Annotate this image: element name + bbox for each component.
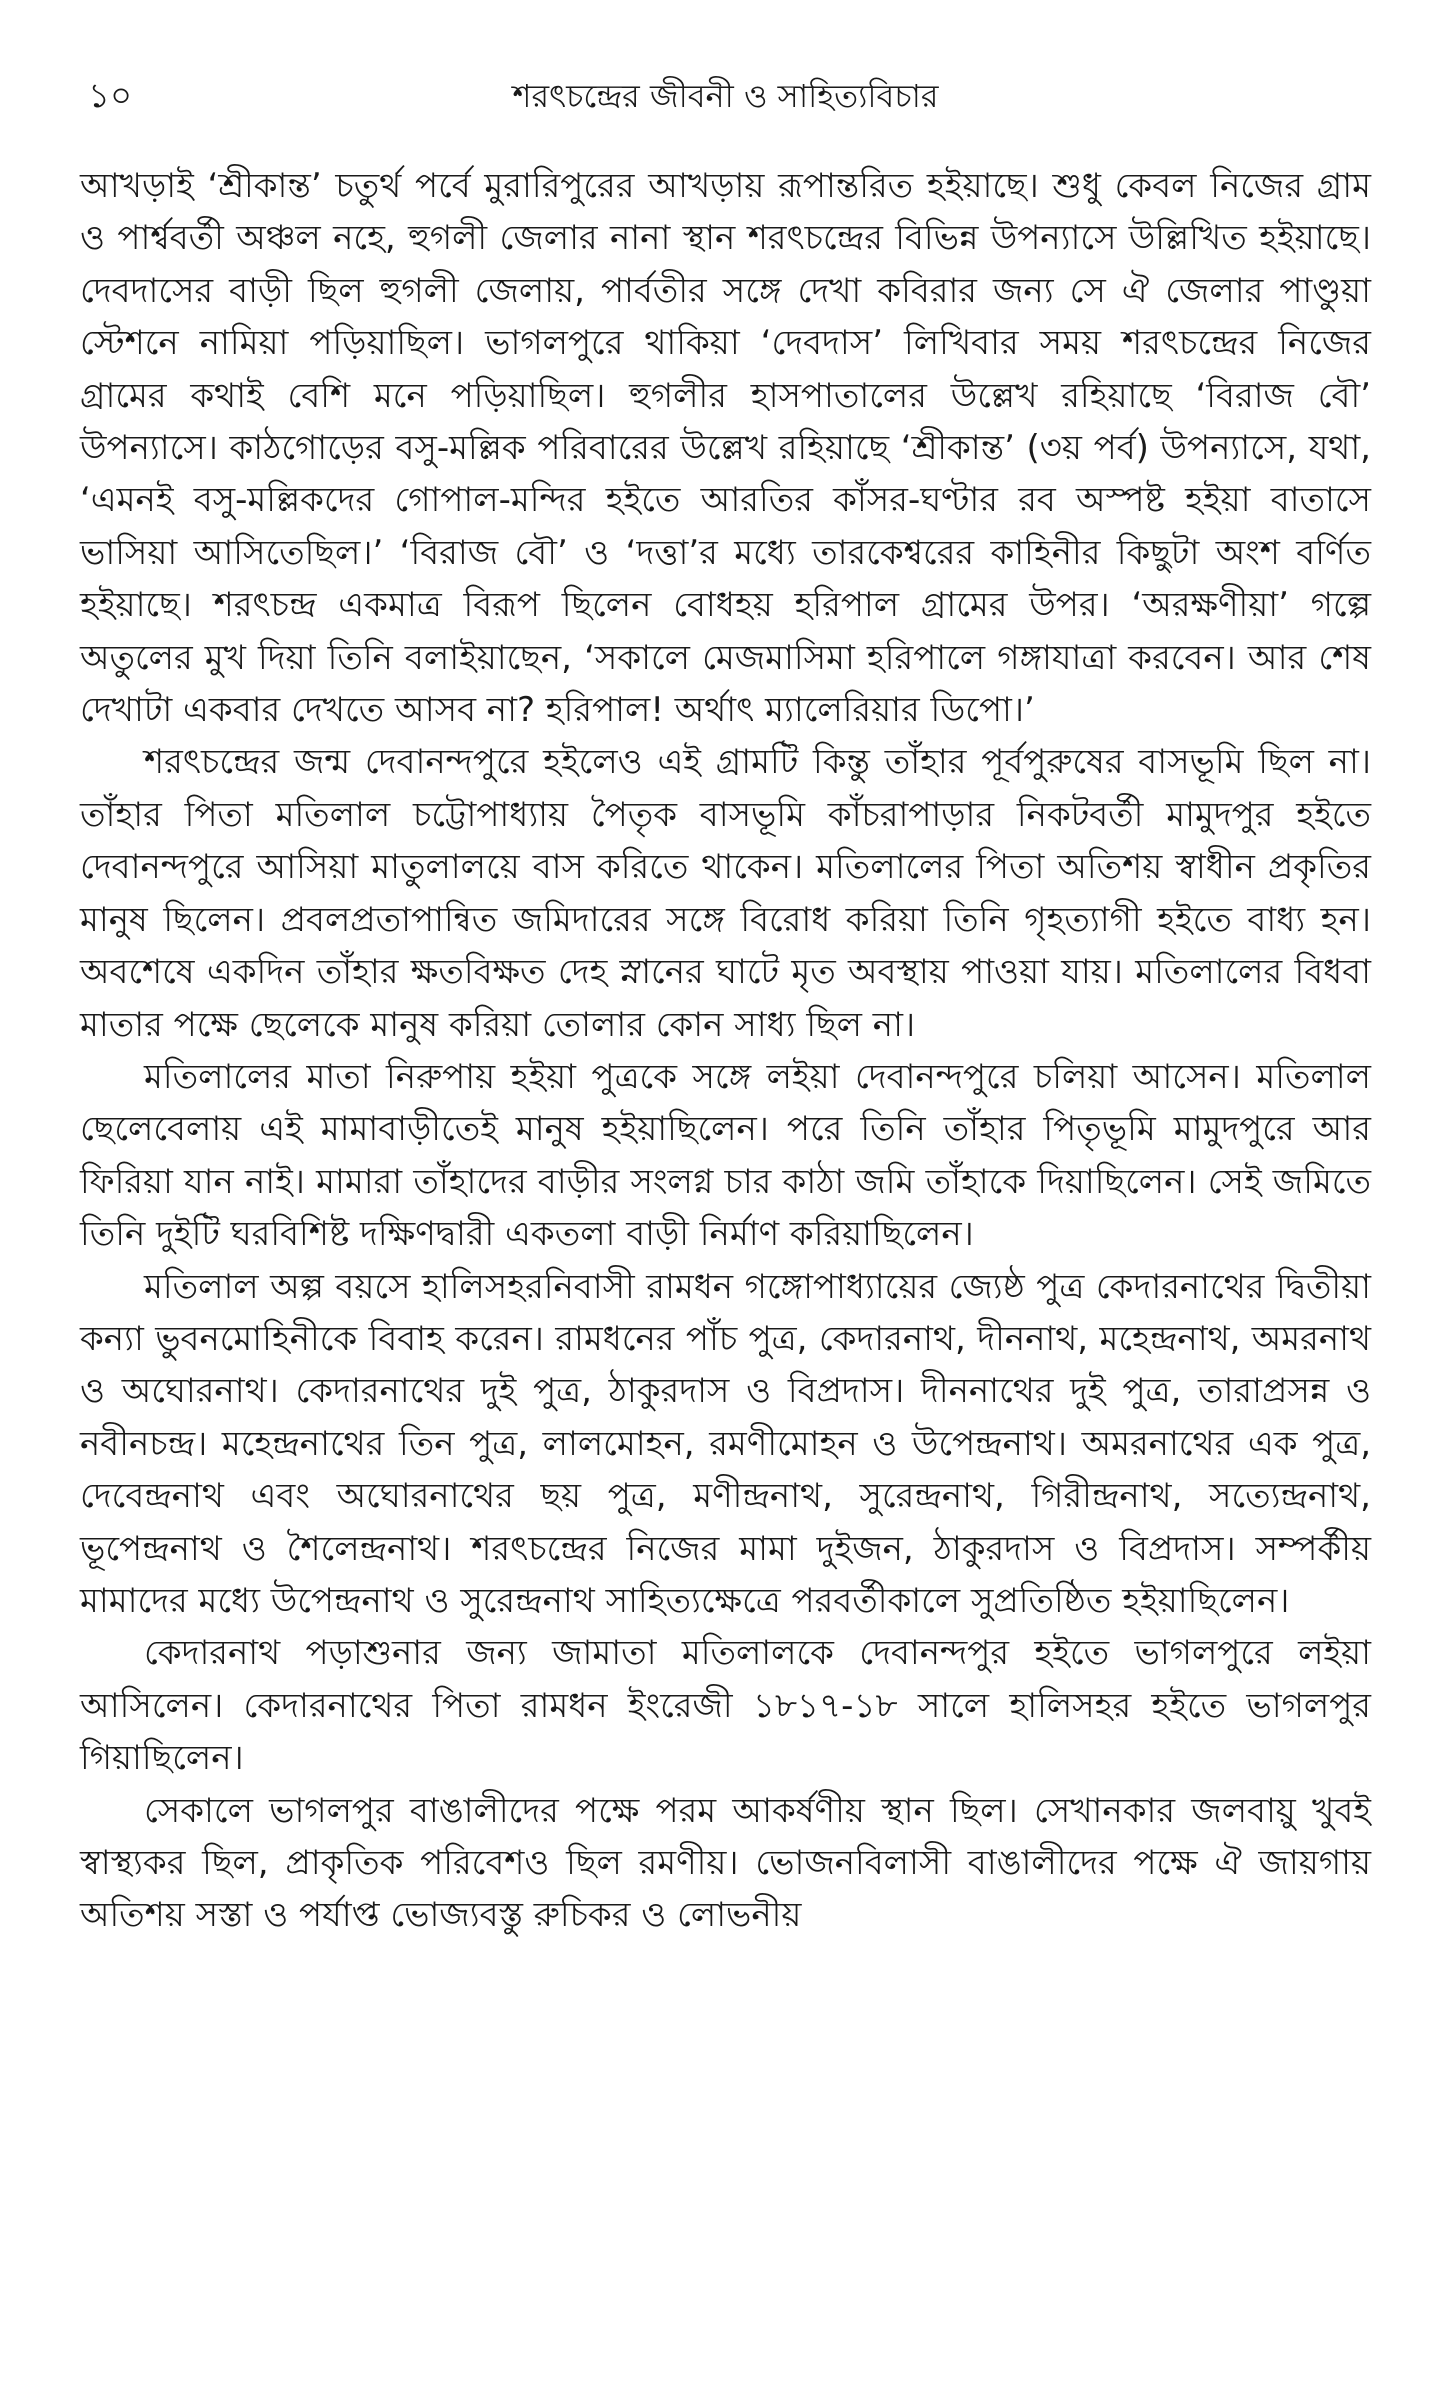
paragraph-6: সেকালে ভাগলপুর বাঙালীদের পক্ষে পরম আকর্ষণীয় স্থান ছিল। সেখানকার জলবায়ু খুবই স্বাস্থ্যকর ছিল, প্রাকৃতিক পরিবেশও ছিল রমণীয়। ভোজনবিলাসী বাঙালীদের পক্ষে ঐ জায়গায় অতিশয় সস্তা ও পর্যাপ্ত ভোজ্যবস্তু রুচিকর ও লোভনীয় [80,1790,1371,1936]
running-head [80,70,1371,130]
page-number: ১০ [88,76,133,116]
body-text [80,160,1371,1942]
paragraph-5: কেদারনাথ পড়াশুনার জন্য জামাতা মতিলালকে দেবানন্দপুর হইতে ভাগলপুরে লইয়া আসিলেন। কেদারনাথের পিতা রামধন ইংরেজী ১৮১৭-১৮ সালে হালিসহর হইতে ভাগলপুর গিয়াছিলেন। [80,1633,1371,1779]
running-title: শরৎচন্দ্রের জীবনী ও সাহিত্যবিচার [512,77,939,115]
paragraph-3: মতিলালের মাতা নিরুপায় হইয়া পুত্রকে সঙ্গে লইয়া দেবানন্দপুরে চলিয়া আসেন। মতিলাল ছেলেবেলায় এই মামাবাড়ীতেই মানুষ হইয়াছিলেন। পরে তিনি তাঁহার পিতৃভূমি মামুদপুরে আর ফিরিয়া যান নাই। মামারা তাঁহাদের বাড়ীর সংলগ্ন চার কাঠা জমি তাঁহাকে দিয়াছিলেন। সেই জমিতে তিনি দুইটি ঘরবিশিষ্ট দক্ষিণদ্বারী একতলা বাড়ী নির্মাণ করিয়াছিলেন। [80,1056,1371,1255]
paragraph-2: শরৎচন্দ্রের জন্ম দেবানন্দপুরে হইলেও এই গ্রামটি কিন্তু তাঁহার পূর্বপুরুষের বাসভূমি ছিল না। তাঁহার পিতা মতিলাল চট্টোপাধ্যায় পৈতৃক বাসভূমি কাঁচরাপাড়ার নিকটবর্তী মামুদপুর হইতে দেবানন্দপুরে আসিয়া মাতুলালয়ে বাস করিতে থাকেন। মতিলালের পিতা অতিশয় স্বাধীন প্রকৃতির মানুষ ছিলেন। প্রবলপ্রতাপান্বিত জমিদারের সঙ্গে বিরোধ করিয়া তিনি গৃহত্যাগী হইতে বাধ্য হন। অবশেষে একদিন তাঁহার ক্ষতবিক্ষত দেহ স্নানের ঘাটে মৃত অবস্থায় পাওয়া যায়। মতিলালের বিধবা মাতার পক্ষে ছেলেকে মানুষ করিয়া তোলার কোন সাধ্য ছিল না। [80,742,1371,1045]
paragraph-1: আখড়াই ‘শ্রীকান্ত’ চতুর্থ পর্বে মুরারিপুরের আখড়ায় রূপান্তরিত হইয়াছে। শুধু কেবল নিজের গ্রাম ও পার্শ্ববর্তী অঞ্চল নহে, হুগলী জেলার নানা স্থান শরৎচন্দ্রের বিভিন্ন উপন্যাসে উল্লিখিত হইয়াছে। দেবদাসের বাড়ী ছিল হুগলী জেলায়, পার্বতীর সঙ্গে দেখা কবিরার জন্য সে ঐ জেলার পাণ্ডুয়া স্টেশনে নামিয়া পড়িয়াছিল। ভাগলপুরে থাকিয়া ‘দেবদাস’ লিখিবার সময় শরৎচন্দ্রের নিজের গ্রামের কথাই বেশি মনে পড়িয়াছিল। হুগলীর হাসপাতালের উল্লেখ রহিয়াছে ‘বিরাজ বৌ’ উপন্যাসে। কাঠগোড়ের বসু-মল্লিক পরিবারের উল্লেখ রহিয়াছে ‘শ্রীকান্ত’ (৩য় পর্ব) উপন্যাসে, যথা, ‘এমনই বসু-মল্লিকদের গোপাল-মন্দির হইতে আরতির কাঁসর-ঘণ্টার রব অস্পষ্ট হইয়া বাতাসে ভাসিয়া আসিতেছিল।’ ‘বিরাজ বৌ’ ও ‘দত্তা’র মধ্যে তারকেশ্বরের কাহিনীর কিছুটা অংশ বর্ণিত হইয়াছে। শরৎচন্দ্র একমাত্র বিরূপ ছিলেন বোধহয় হরিপাল গ্রামের উপর। ‘অরক্ষণীয়া’ গল্পে অতুলের মুখ দিয়া তিনি বলাইয়াছেন, ‘সকালে মেজমাসিমা হরিপালে গঙ্গাযাত্রা করবেন। আর শেষ দেখাটা একবার দেখতে আসব না? হরিপাল! অর্থাৎ ম্যালেরিয়ার ডিপো।’ [80,166,1371,731]
paragraph-4: মতিলাল অল্প বয়সে হালিসহরনিবাসী রামধন গঙ্গোপাধ্যায়ের জ্যেষ্ঠ পুত্র কেদারনাথের দ্বিতীয়া কন্যা ভুবনমোহিনীকে বিবাহ করেন। রামধনের পাঁচ পুত্র, কেদারনাথ, দীননাথ, মহেন্দ্রনাথ, অমরনাথ ও অঘোরনাথ। কেদারনাথের দুই পুত্র, ঠাকুরদাস ও বিপ্রদাস। দীননাথের দুই পুত্র, তারাপ্রসন্ন ও নবীনচন্দ্র। মহেন্দ্রনাথের তিন পুত্র, লালমোহন, রমণীমোহন ও উপেন্দ্রনাথ। অমরনাথের এক পুত্র, দেবেন্দ্রনাথ এবং অঘোরনাথের ছয় পুত্র, মণীন্দ্রনাথ, সুরেন্দ্রনাথ, গিরীন্দ্রনাথ, সত্যেন্দ্রনাথ, ভূপেন্দ্রনাথ ও শৈলেন্দ্রনাথ। শরৎচন্দ্রের নিজের মামা দুইজন, ঠাকুরদাস ও বিপ্রদাস। সম্পর্কীয় মামাদের মধ্যে উপেন্দ্রনাথ ও সুরেন্দ্রনাথ সাহিত্যক্ষেত্রে পরবর্তীকালে সুপ্রতিষ্ঠিত হইয়াছিলেন। [80,1266,1371,1621]
